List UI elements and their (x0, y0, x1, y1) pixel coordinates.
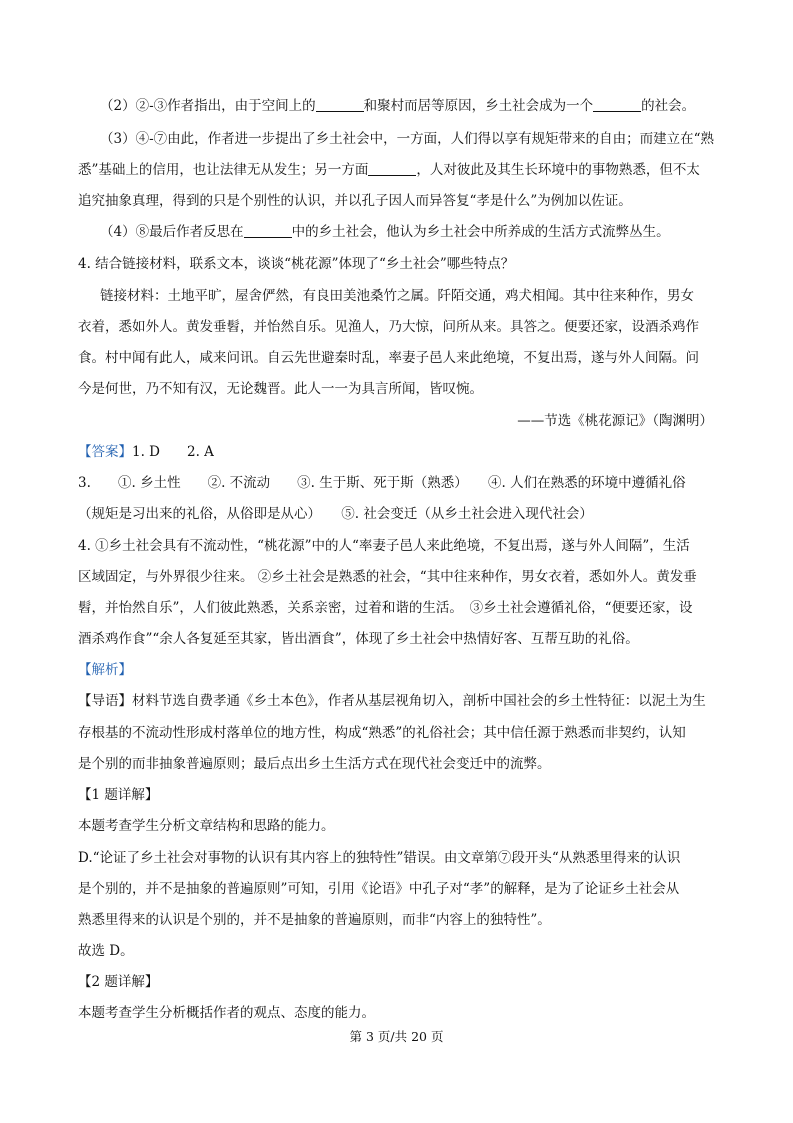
q2-detail-header: 【2 题详解】 (78, 974, 159, 990)
fill-blank (368, 161, 416, 176)
material-line: 今是何世，乃不知有汉，无论魏晋。此人一一为具言所闻，皆叹惋。 (78, 381, 483, 397)
answer-3-num: 3. (78, 475, 91, 491)
answer-4-line: 4. ①乡土社会具有不流动性，“桃花源”中的人“率妻子邑人来此绝境，不复出焉，遂与外人间隔”，生活 (78, 538, 690, 554)
part4-text-b: 中的乡土社会，他认为乡土社会中所养成的生活方式流弊丛生。 (291, 224, 670, 240)
answer-3-continued: （规矩是习出来的礼俗，从俗即是从心） ⑤. 社会变迁（从乡土社会进入现代社会） (78, 506, 593, 522)
q1-detail-line: 本题考查学生分析文章结构和思路的能力。 (78, 818, 335, 834)
q1-detail-line: D.“论证了乡土社会对事物的认识有其内容上的独特性”错误。由文章第⑦段开头“从熟悉里得来的认识 (78, 850, 681, 866)
answer-4-line: 髫，并怡然自乐”，人们彼此熟悉，关系亲密，过着和谐的生活。 ③乡土社会遵循礼俗，“便要还家，设 (78, 600, 693, 616)
question-part-2 (100, 97, 695, 115)
guide-line: 是个别的而非抽象普遍原则；最后点出乡土生活方式在现代社会变迁中的流弊。 (78, 756, 551, 772)
material-line: 衣着，悉如外人。黄发垂髫，并怡然自乐。见渔人，乃大惊，问所从来。具答之。便要还家，设酒杀鸡作 (78, 319, 699, 335)
q1-detail-line: 熟悉里得来的认识是个别的，并不是抽象的普遍原则，而非“内容上的独特性”。 (78, 912, 551, 928)
fill-blank (244, 223, 292, 238)
part4-text-a: （4）⑧最后作者反思在 (100, 224, 244, 240)
answer-line-3 (78, 474, 91, 492)
part2-text-c: 的社会。 (641, 98, 696, 114)
q2-detail-line: 本题考查学生分析概括作者的观点、态度的能力。 (78, 1005, 375, 1021)
fill-blank (593, 97, 641, 112)
answer-4-line: 酒杀鸡作食”“余人各复延至其家，皆出酒食”，体现了乡土社会中热情好客、互帮互助的礼俗。 (78, 631, 639, 647)
answer-3-items: ①. 乡土性 ②. 不流动 ③. 生于斯、死于斯（熟悉） ④. 人们在熟悉的环境中遵循礼俗 (118, 475, 686, 491)
material-line: 链接材料：土地平旷，屋舍俨然，有良田美池桑竹之属。阡陌交通，鸡犬相闻。其中往来种作，男女 (100, 288, 694, 304)
material-line: 食。村中闻有此人，咸来问讯。自云先世避秦时乱，率妻子邑人来此绝境，不复出焉，遂与外人间隔。问 (78, 350, 699, 366)
part2-text-a: （2）②-③作者指出，由于空间上的 (100, 98, 316, 114)
material-source: ——节选《桃花源记》（陶渊明） (517, 413, 713, 429)
answer-4-line: 区域固定，与外界很少往来。 ②乡土社会是熟悉的社会，“其中往来种作，男女衣着，悉如外人。黄发垂 (78, 569, 697, 585)
answer-12: 1. D 2. A (132, 444, 214, 460)
q1-detail-header: 【1 题详解】 (78, 787, 159, 803)
q1-detail-line: 故选 D。 (78, 943, 134, 959)
fill-blank (316, 97, 364, 112)
part3-text-a: 悉”基础上的信用，也让法律无从发生；另一方面 (78, 162, 369, 178)
question-part-3-line3: 追究抽象真理，得到的只是个别性的认识，并以孔子因人而异答复“孝是什么”为例加以佐证。 (78, 193, 632, 209)
q1-detail-line: 是个别的，并不是抽象的普遍原则”可知，引用《论语》中孔子对“孝”的解释，是为了论证乡土社会从 (78, 881, 680, 897)
part2-text-b: 和聚村而居等原因，乡土社会成为一个 (363, 98, 594, 114)
question-part-3-line2 (78, 161, 700, 179)
question-part-3-line1: （3）④-⑦由此，作者进一步提出了乡土社会中，一方面，人们得以享有规矩带来的自由；而建立在“熟 (100, 131, 715, 147)
question-4-title: 4. 结合链接材料，联系文本，谈谈“桃花源”体现了“乡土社会”哪些特点？ (78, 256, 515, 272)
guide-line: 【导语】材料节选自费孝通《乡土本色》，作者从基层视角切入，剖析中国社会的乡土性特征：以泥土为生 (78, 693, 706, 709)
guide-line: 存根基的不流动性形成村落单位的地方性，构成“熟悉”的礼俗社会；其中信任源于熟悉而非契约，认知 (78, 725, 686, 741)
part3-text-b: ，人对彼此及其生长环境中的事物熟悉，但不太 (416, 162, 700, 178)
answer-label: 【答案】 (78, 444, 132, 460)
question-part-4 (100, 223, 670, 241)
answer-line-1 (78, 443, 214, 461)
analysis-label: 【解析】 (78, 662, 132, 678)
page-footer: 第 3 页/共 20 页 (349, 1029, 444, 1044)
